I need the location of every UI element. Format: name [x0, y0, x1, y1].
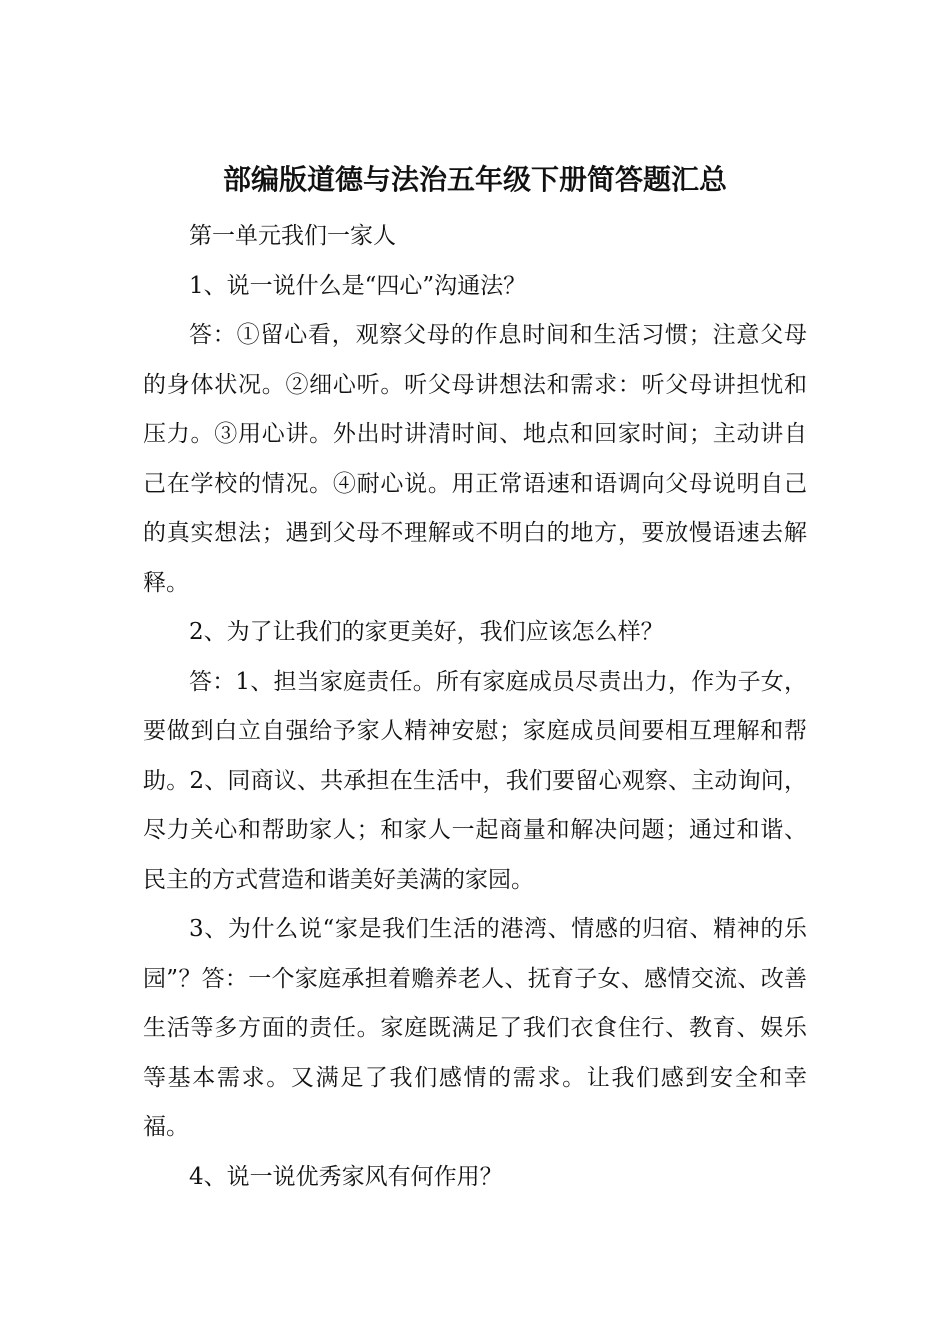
answer-1: 答：①留心看，观察父母的作息时间和生活习惯；注意父母的身体状况。②细心听。听父母讲想法和需求：听父母讲担忧和压力。③用心讲。外出时讲清时间、地点和回家时间；主动讲自己在学校的情况。④耐心说。用正常语速和语调向父母说明自己的真实想法；遇到父母不理解或不明白的地方，要放慢语速去解释。 — [143, 322, 807, 596]
answer-2: 答：1、担当家庭责任。所有家庭成员尽责出力，作为子女，要做到白立自强给予家人精神安慰；家庭成员间要相互理解和帮助。2、同商议、共承担在生活中，我们要留心观察、主动询问，尽力关心和帮助家人；和家人一起商量和解决问题；通过和谐、民主的方式营造和谐美好美满的家园。 — [143, 668, 807, 893]
document-body — [143, 212, 807, 1202]
document-title: 部编版道德与法治五年级下册简答题汇总 — [222, 163, 727, 196]
question-1: 1、说一说什么是“四心”沟通法？ — [189, 272, 527, 299]
question-2: 2、为了让我们的家更美好，我们应该怎么样？ — [189, 619, 664, 645]
unit-heading: 第一单元我们一家人 — [189, 223, 396, 249]
question-answer-3: 3、为什么说“家是我们生活的港湾、情感的归宿、精神的乐园”？答：一个家庭承担着赡养老人、抚育子女、感情交流、改善生活等多方面的责任。家庭既满足了我们衣食住行、教育、娱乐等基本需求。又满足了我们感情的需求。让我们感到安全和幸福。 — [143, 916, 807, 1140]
question-4: 4、说一说优秀家风有何作用？ — [189, 1163, 503, 1190]
